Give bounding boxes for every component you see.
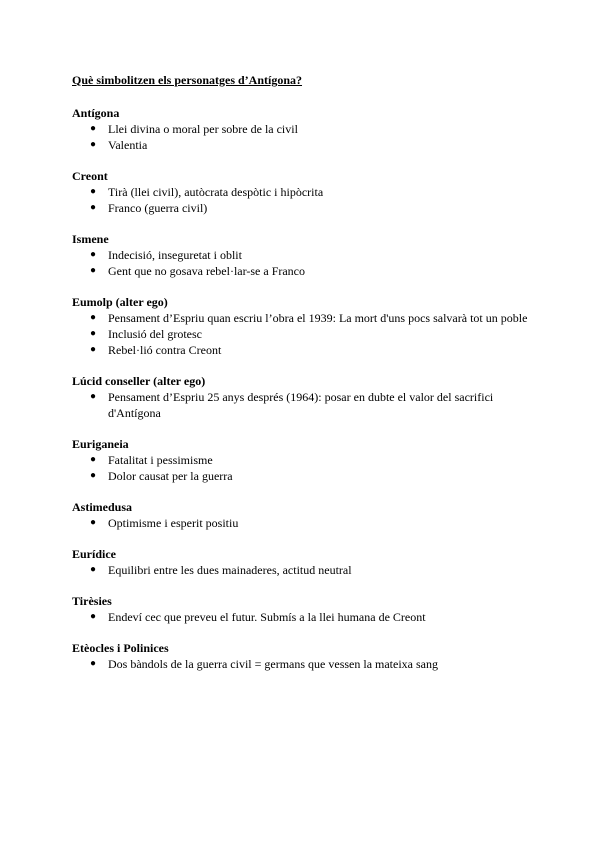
list-item: ● Rebel·lió contra Creont <box>90 343 222 357</box>
list-item: ● Dos bàndols de la guerra civil = germans que vessen la mateixa sang <box>90 657 438 671</box>
section-euriganeia <box>72 436 532 484</box>
bullet-icon: ● <box>90 312 97 323</box>
document-page <box>72 71 532 687</box>
section-heading: Ismene <box>72 232 109 246</box>
list-item: ● Equilibri entre les dues mainaderes, actitud neutral <box>90 563 352 577</box>
bullet-list <box>72 452 532 484</box>
bullet-icon: ● <box>90 454 97 465</box>
section-euridice <box>72 546 532 578</box>
section-antigona <box>72 105 532 153</box>
bullet-list <box>72 121 532 153</box>
section-heading: Eurídice <box>72 547 116 561</box>
list-item: ● Indecisió, inseguretat i oblit <box>90 248 242 262</box>
section-heading: Euriganeia <box>72 437 129 451</box>
list-item: ● Llei divina o moral per sobre de la civil <box>90 122 298 136</box>
section-ismene <box>72 231 532 279</box>
list-item: ● Optimisme i esperit positiu <box>90 516 239 530</box>
section-lucid-conseller <box>72 373 532 421</box>
list-item: ● Gent que no gosava rebel·lar-se a Franco <box>90 264 306 278</box>
bullet-list <box>72 656 532 672</box>
bullet-list <box>72 609 532 625</box>
bullet-icon: ● <box>90 391 97 402</box>
section-heading: Tirèsies <box>72 594 112 608</box>
bullet-icon: ● <box>90 123 97 134</box>
bullet-icon: ● <box>90 564 97 575</box>
list-item: ● Valentia <box>90 138 148 152</box>
list-item: ● Tirà (llei civil), autòcrata despòtic i hipòcrita <box>90 185 324 199</box>
bullet-list <box>72 310 532 358</box>
bullet-icon: ● <box>90 249 97 260</box>
bullet-icon: ● <box>90 344 97 355</box>
section-eumolp <box>72 294 532 358</box>
bullet-icon: ● <box>90 517 97 528</box>
bullet-list <box>72 515 532 531</box>
list-item: ● Pensament d’Espriu 25 anys després (1964): posar en dubte el valor del sacrifici d'Antígona <box>90 390 494 420</box>
section-astimedusa <box>72 499 532 531</box>
bullet-list <box>72 247 532 279</box>
list-item: ● Franco (guerra civil) <box>90 201 208 215</box>
bullet-icon: ● <box>90 202 97 213</box>
bullet-list <box>72 184 532 216</box>
section-heading: Lúcid conseller (alter ego) <box>72 374 206 388</box>
bullet-icon: ● <box>90 658 97 669</box>
section-heading: Astimedusa <box>72 500 133 514</box>
list-item: ● Dolor causat per la guerra <box>90 469 233 483</box>
list-item: ● Endeví cec que preveu el futur. Submís a la llei humana de Creont <box>90 610 426 624</box>
bullet-icon: ● <box>90 265 97 276</box>
section-tiresies <box>72 593 532 625</box>
bullet-icon: ● <box>90 139 97 150</box>
section-heading: Etèocles i Polinices <box>72 641 169 655</box>
bullet-icon: ● <box>90 470 97 481</box>
section-heading: Creont <box>72 169 108 183</box>
list-item: ● Fatalitat i pessimisme <box>90 453 213 467</box>
bullet-list <box>72 389 532 421</box>
section-creont <box>72 168 532 216</box>
section-eteocles-polinices <box>72 640 532 672</box>
bullet-icon: ● <box>90 328 97 339</box>
bullet-icon: ● <box>90 186 97 197</box>
list-item: ● Inclusió del grotesc <box>90 327 202 341</box>
section-heading: Antígona <box>72 106 120 120</box>
section-heading: Eumolp (alter ego) <box>72 295 168 309</box>
document-title: Què simbolitzen els personatges d’Antígona? <box>72 73 303 87</box>
bullet-list <box>72 562 532 578</box>
list-item: ● Pensament d’Espriu quan escriu l’obra el 1939: La mort d'uns pocs salvarà tot un poble <box>90 311 528 325</box>
bullet-icon: ● <box>90 611 97 622</box>
